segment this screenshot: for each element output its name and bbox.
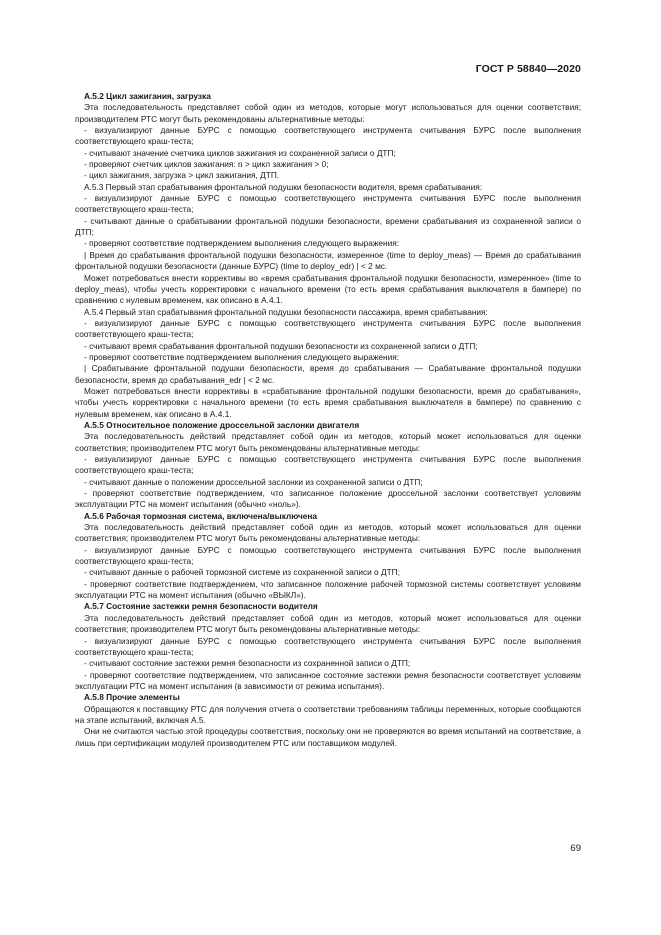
document-body (75, 91, 581, 749)
paragraph: - проверяют соответствие подтверждением, что записанное состояние застежки ремня безопасности соответствует условиям эксплуатации РТС на момент испытания (в зависимости от режима испытания). (75, 669, 581, 691)
paragraph: Эта последовательность действий представляет собой один из методов, который может использоваться для оценки соответствия; производителем РТС могут быть рекомендованы альтернативные методы: (75, 431, 581, 453)
paragraph: Эта последовательность действий представляет собой один из методов, который может использоваться для оценки соответствия; производителем РТС могут быть рекомендованы альтернативные методы: (75, 612, 581, 635)
paragraph: - считывают время срабатывания фронтальной подушки безопасности из сохраненной записи о ДТП; (84, 340, 478, 351)
standard-header: ГОСТ Р 58840—2020 (475, 63, 581, 75)
paragraph: Может потребоваться внести коррективы во «время срабатывания фронтальной подушки безопасности, измеренное» (time to deploy_meas), чтобы учесть корректировки с начального времени (то есть время срабатывания выключателя в бампере) по сравнению с нулевым временем, как описано в А.4.1. (75, 272, 581, 306)
paragraph: - визуализируют данные БУРС с помощью соответствующего инструмента считывания БУРС после выполнения соответствующего краш-теста; (75, 544, 581, 567)
section-heading: А.5.5 Относительное положение дроссельной заслонки двигателя (84, 419, 360, 430)
paragraph: - считывают данные о положении дроссельной заслонки из сохраненной записи о ДТП; (84, 476, 423, 487)
paragraph: Эта последовательность действий представляет собой один из методов, который может использоваться для оценки соответствия; производителем РТС могут быть рекомендованы альтернативные методы: (75, 522, 581, 544)
paragraph: | Время до срабатывания фронтальной подушки безопасности, измеренное (time to deploy_meas) — Время до срабатывания фронтальной подушки безопасности (данные БУРС) (time to deploy_edr) | < 2 мс. (75, 249, 581, 272)
paragraph: - визуализируют данные БУРС с помощью соответствующего инструмента считывания БУРС после выполнения соответствующего краш-теста; (75, 193, 581, 215)
paragraph: - цикл зажигания, загрузка > цикл зажигания, ДТП. (84, 170, 280, 181)
paragraph: - проверяют счетчик циклов зажигания: n > цикл зажигания > 0; (84, 159, 329, 170)
paragraph: Эта последовательность представляет собой один из методов, которые могут использоваться для оценки соответствия; производителем РТС могут быть рекомендованы альтернативные методы: (75, 102, 581, 124)
page-number: 69 (570, 843, 581, 854)
paragraph: - проверяют соответствие подтверждением, что записанное положение рабочей тормозной системы соответствует условиям эксплуатации РТС на момент испытания (обычно «ВЫКЛ»). (75, 578, 581, 601)
paragraph: А.5.4 Первый этап срабатывания фронтальной подушки безопасности пассажира, время срабатывания: (84, 306, 488, 317)
paragraph: Они не считаются частью этой процедуры соответствия, поскольку они не проверяются во время испытаний на соответствие, а лишь при сертификации модулей производителем РТС или поставщиком модулей. (75, 726, 581, 748)
paragraph: - считывают данные о рабочей тормозной системе из сохраненной записи о ДТП; (84, 567, 400, 578)
paragraph: - визуализируют данные БУРС с помощью соответствующего инструмента считывания БУРС после выполнения соответствующего краш-теста; (75, 635, 581, 657)
paragraph: - считывают данные о срабатывании фронтальной подушки безопасности, времени срабатывания из сохраненной записи о ДТП; (75, 215, 581, 238)
section-heading: А.5.7 Состояние застежки ремня безопасности водителя (84, 601, 318, 612)
section-heading: А.5.2 Цикл зажигания, загрузка (84, 91, 211, 101)
section-heading: А.5.6 Рабочая тормозная система, включена/выключена (84, 510, 318, 521)
paragraph: - считывают состояние застежки ремня безопасности из сохраненной записи о ДТП; (84, 658, 411, 669)
paragraph: - визуализируют данные БУРС с помощью соответствующего инструмента считывания БУРС после выполнения соответствующего краш-теста; (75, 454, 581, 476)
section-heading: А.5.8 Прочие элементы (84, 692, 180, 703)
paragraph: - визуализируют данные БУРС с помощью соответствующего инструмента считывания БУРС после выполнения соответствующего краш-теста; (75, 125, 581, 147)
paragraph: - проверяют соответствие подтверждением выполнения следующего выражения: (84, 351, 400, 362)
paragraph: | Срабатывание фронтальной подушки безопасности, время до срабатывания — Срабатывание фронтальной подушки безопасности, время до срабатывания_edr | < 2 мс. (75, 363, 581, 385)
paragraph: - проверяют соответствие подтверждением, что записанное положение дроссельной заслонки соответствует условиям эксплуатации РТС на момент испытания (обычно «ноль»). (75, 488, 581, 510)
paragraph: А.5.3 Первый этап срабатывания фронтальной подушки безопасности водителя, время срабатывания: (84, 181, 483, 192)
paragraph: - считывают значение счетчика циклов зажигания из сохраненной записи о ДТП; (84, 147, 396, 158)
paragraph: Обращаются к поставщику РТС для получения отчета о соответствии требованиям таблицы переменных, которые сообщаются на этапе испытаний, включая А.5. (75, 703, 581, 725)
paragraph: - визуализируют данные БУРС с помощью соответствующего инструмента считывания БУРС после выполнения соответствующего краш-теста; (75, 317, 581, 340)
paragraph: Может потребоваться внести коррективы в «срабатывание фронтальной подушки безопасности, время до срабатывания», чтобы учесть корректировки с начального времени (то есть время срабатывания выключателя в бампере) по сравнению с нулевым временем, как описано в А.4.1. (75, 385, 581, 419)
paragraph: - проверяют соответствие подтверждением выполнения следующего выражения: (84, 238, 400, 249)
